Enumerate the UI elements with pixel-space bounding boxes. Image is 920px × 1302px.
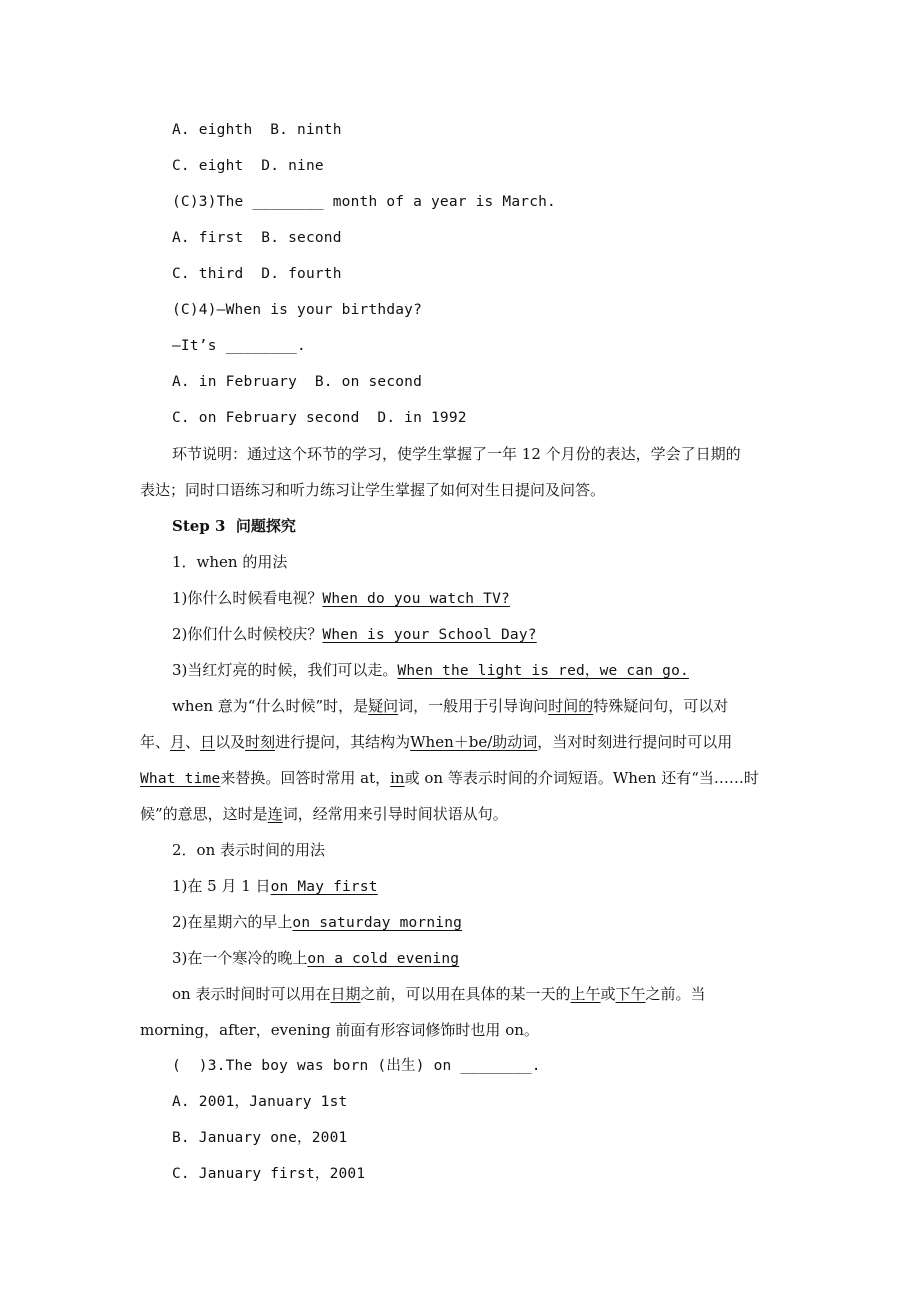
example-line: 2)在星期六的早上on saturday morning bbox=[172, 913, 463, 931]
explanation-line: What time来替换。回答时常用 at，in或 on 等表示时间的介词短语。When 还有“当……时 bbox=[140, 769, 759, 787]
option-line: C. January first，2001 bbox=[172, 1166, 366, 1182]
subheading: 2．on 表示时间的用法 bbox=[172, 841, 326, 859]
option-line: A. 2001，January 1st bbox=[172, 1094, 348, 1110]
explanation-line: 候”的意思，这时是连词，经常用来引导时间状语从句。 bbox=[140, 805, 508, 823]
option-line: C. on February second D. in 1992 bbox=[172, 410, 467, 426]
note-line: 环节说明：通过这个环节的学习，使学生掌握了一年 12 个月份的表达，学会了日期的 bbox=[172, 445, 741, 463]
explanation-line: on 表示时间时可以用在日期之前，可以用在具体的某一天的上午或下午之前。当 bbox=[172, 985, 706, 1003]
answer-line: —It’s ________. bbox=[172, 338, 306, 354]
option-line: B. January one，2001 bbox=[172, 1130, 348, 1146]
question-line: (C)3)The ________ month of a year is March. bbox=[172, 194, 556, 210]
option-line: C. third D. fourth bbox=[172, 266, 342, 282]
section-heading: Step 3 问题探究 bbox=[172, 517, 296, 535]
explanation-line: 年、月、日以及时刻进行提问，其结构为When＋be/助动词，当对时刻进行提问时可以用 bbox=[140, 733, 733, 751]
example-line: 3)当红灯亮的时候，我们可以走。When the light is red，we can go. bbox=[172, 661, 689, 679]
example-line: 3)在一个寒冷的晚上on a cold evening bbox=[172, 949, 460, 967]
explanation-line: morning，after，evening 前面有形容词修饰时也用 on。 bbox=[140, 1021, 539, 1039]
option-line: A. first B. second bbox=[172, 230, 342, 246]
subheading: 1．when 的用法 bbox=[172, 553, 288, 571]
question-line: ( )3.The boy was born (出生) on ________. bbox=[172, 1058, 541, 1074]
question-line: (C)4)—When is your birthday? bbox=[172, 302, 423, 318]
option-line: C. eight D. nine bbox=[172, 158, 324, 174]
example-line: 1)在 5 月 1 日on May first bbox=[172, 877, 378, 895]
note-line: 表达；同时口语练习和听力练习让学生掌握了如何对生日提问及问答。 bbox=[140, 481, 606, 499]
option-line: A. eighth B. ninth bbox=[172, 122, 342, 138]
example-line: 2)你们什么时候校庆？When is your School Day? bbox=[172, 625, 537, 643]
example-line: 1)你什么时候看电视？When do you watch TV? bbox=[172, 589, 510, 607]
option-line: A. in February B. on second bbox=[172, 374, 423, 390]
explanation-line: when 意为“什么时候”时，是疑问词，一般用于引导询问时间的特殊疑问句，可以对 bbox=[172, 697, 729, 715]
